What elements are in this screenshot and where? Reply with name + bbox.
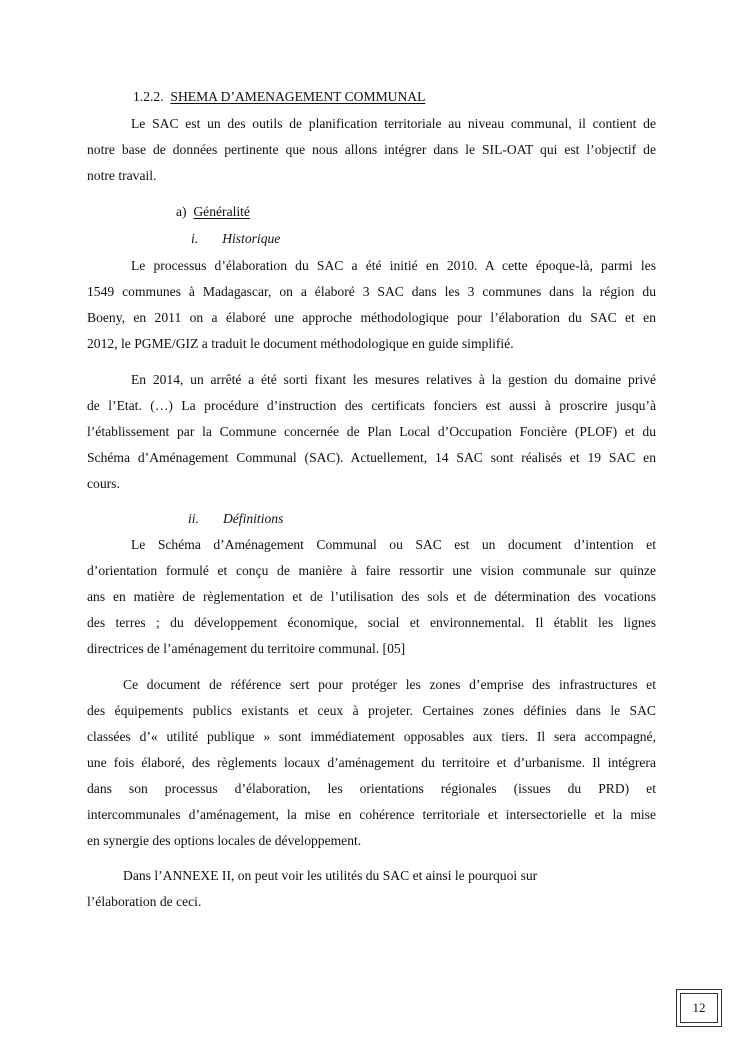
definitions-p2-line-6: intercommunales d’aménagement, la mise en cohérence territoriale et intersectorielle et la mise xyxy=(87,807,656,822)
intro-line-2: notre base de données pertinente que nous allons intégrer dans le SIL-OAT qui est l’objectif de xyxy=(87,142,656,157)
definitions-p2-line-5: dans son processus d’élaboration, les orientations régionales (issues du PRD) et xyxy=(87,781,656,796)
intro-line-1: Le SAC est un des outils de planification territoriale au niveau communal, il contient de xyxy=(131,116,656,131)
section-title: SHEMA D’AMENAGEMENT COMMUNAL xyxy=(170,89,426,104)
definitions-p1-line-3: ans en matière de règlementation et de l’utilisation des sols et de détermination des vocations xyxy=(87,589,656,604)
historique-title: Historique xyxy=(222,231,281,246)
subsection-a-title: Généralité xyxy=(193,204,250,219)
historique-p1-line-4: 2012, le PGME/GIZ a traduit le document méthodologique en guide simplifié. xyxy=(87,336,514,351)
definitions-p3-line-2: l’élaboration de ceci. xyxy=(87,894,202,909)
historique-p2-line-4: Schéma d’Aménagement Communal (SAC). Actuellement, 14 SAC sont réalisés et 19 SAC en xyxy=(87,450,656,465)
historique-p2-line-1: En 2014, un arrêté a été sorti fixant les mesures relatives à la gestion du domaine privé xyxy=(131,372,656,387)
historique-label: i. xyxy=(191,231,199,246)
historique-p1-line-2: 1549 communes à Madagascar, on a élaboré 3 SAC dans les 3 communes dans la région du xyxy=(87,284,656,299)
historique-p1-line-1: Le processus d’élaboration du SAC a été initié en 2010. A cette époque-là, parmi les xyxy=(131,258,656,273)
definitions-heading xyxy=(188,511,283,527)
definitions-p1-line-4: des terres ; du développement économique, social et environnemental. Il établit les lignes xyxy=(87,615,656,630)
intro-line-3: notre travail. xyxy=(87,168,157,183)
subsection-a-label: a) xyxy=(176,204,187,219)
page-number-box xyxy=(676,989,722,1027)
definitions-p2-line-3: classées d’« utilité publique » sont immédiatement opposables aux tiers. Il sera accompagné, xyxy=(87,729,656,744)
definitions-p2-line-1: Ce document de référence sert pour protéger les zones d’emprise des infrastructures et xyxy=(123,677,656,692)
definitions-p2-line-2: des équipements publics existants et ceux à projeter. Certaines zones définies dans le SAC xyxy=(87,703,656,718)
page-number: 12 xyxy=(680,993,718,1023)
definitions-p1-line-1: Le Schéma d’Aménagement Communal ou SAC est un document d’intention et xyxy=(131,537,656,552)
definitions-label: ii. xyxy=(188,511,199,526)
section-number: 1.2.2. xyxy=(133,89,164,104)
definitions-p2-line-4: une fois élaboré, des règlements locaux d’aménagement du territoire et d’urbanisme. Il intégrera xyxy=(87,755,656,770)
definitions-title: Définitions xyxy=(222,511,284,526)
definitions-p1-line-5: directrices de l’aménagement du territoire communal. [05] xyxy=(87,641,406,656)
historique-heading xyxy=(191,231,280,247)
historique-p2-line-5: cours. xyxy=(87,476,120,491)
definitions-p2-line-7: en synergie des options locales de développement. xyxy=(87,833,362,848)
historique-p2-line-2: de l’Etat. (…) La procédure d’instruction des certificats fonciers est aussi à proscrire jusqu’à xyxy=(87,398,656,413)
definitions-p3-line-1: Dans l’ANNEXE II, on peut voir les utilités du SAC et ainsi le pourquoi sur xyxy=(123,868,538,883)
definitions-p1-line-2: d’orientation formulé et conçu de manière à faire ressortir une vision communale sur quinze xyxy=(87,563,656,578)
historique-p2-line-3: l’établissement par la Commune concernée de Plan Local d’Occupation Foncière (PLOF) et du xyxy=(87,424,656,439)
historique-p1-line-3: Boeny, en 2011 on a élaboré une approche méthodologique pour l’élaboration du SAC et en xyxy=(87,310,656,325)
subsection-a-heading xyxy=(176,204,250,220)
section-heading xyxy=(133,89,425,105)
